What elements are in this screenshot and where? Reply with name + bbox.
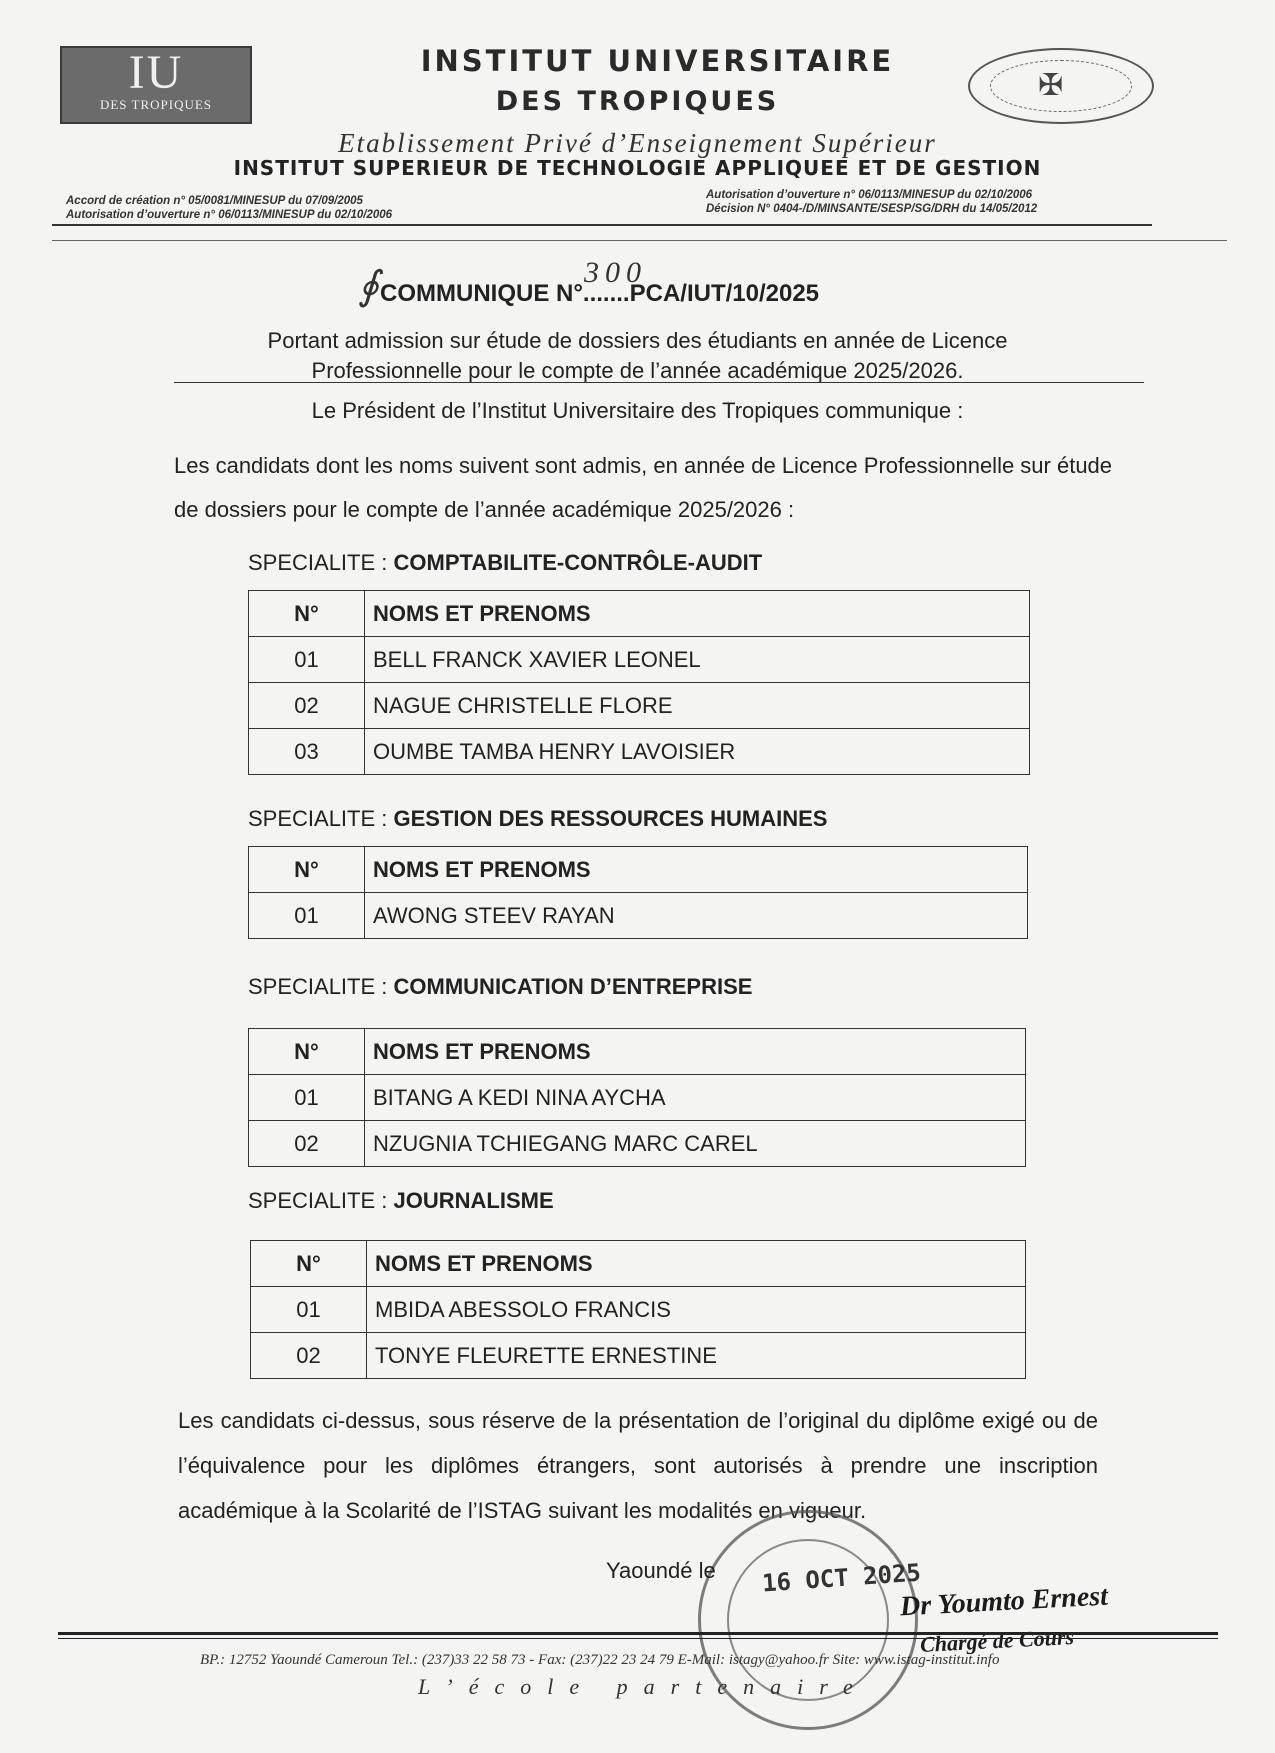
row-name: TONYE FLEURETTE ERNESTINE (367, 1333, 1026, 1379)
admitted-list-table (248, 590, 1030, 775)
admitted-list-table (250, 1240, 1026, 1379)
table-row (251, 1333, 1026, 1379)
legal-references-right (706, 188, 1037, 216)
row-name: MBIDA ABESSOLO FRANCIS (367, 1287, 1026, 1333)
row-number: 01 (249, 1075, 365, 1121)
specialty-name: COMPTABILITE-CONTRÔLE-AUDIT (393, 550, 763, 575)
specialty-label: SPECIALITE : (248, 806, 388, 831)
legal-references-left (66, 194, 392, 222)
legal-line: Décision N° 0404-/D/MINSANTE/SESP/SG/DRH du 14/05/2012 (706, 203, 1038, 215)
row-name: NAGUE CHRISTELLE FLORE (365, 683, 1030, 729)
column-header-number: N° (249, 847, 365, 893)
closing-paragraph: Les candidats ci-dessus, sous réserve de la présentation de l’original du diplôme exigé ou de l’équivalence pour les diplômes étrangers, sont autorisés à prendre une inscription académique à la Scolarité de l’ISTAG suivant les modalités en vigueur. (178, 1408, 1098, 1523)
column-header-number: N° (249, 1029, 365, 1075)
subtitle-underline (174, 382, 1144, 383)
header-divider-thin (52, 240, 1227, 241)
row-name: NZUGNIA TCHIEGANG MARC CAREL (365, 1121, 1026, 1167)
row-name: AWONG STEEV RAYAN (365, 893, 1028, 939)
specialty-label: SPECIALITE : (248, 974, 388, 999)
establishment-type: Etablissement Privé d’Enseignement Supérieur (338, 128, 937, 158)
communique-subtitle (0, 326, 1275, 386)
legal-line: Autorisation d’ouverture n° 06/0113/MINESUP du 02/10/2006 (706, 189, 1033, 201)
intro-paragraph: Les candidats dont les noms suivent sont admis, en année de Licence Professionnelle sur étude de dossiers pour le compte de l’année académique 2025/2026 : (174, 453, 1113, 522)
logo-subtext: DES TROPIQUES (99, 97, 213, 112)
row-number: 01 (251, 1287, 367, 1333)
footer-divider (58, 1632, 1218, 1635)
row-name: BITANG A KEDI NINA AYCHA (365, 1075, 1026, 1121)
admitted-list-table (248, 1028, 1026, 1167)
footer-divider-thin (58, 1638, 1218, 1639)
specialty-name: COMMUNICATION D’ENTREPRISE (393, 974, 753, 999)
table-row (249, 1075, 1026, 1121)
row-name: BELL FRANCK XAVIER LEONEL (365, 637, 1030, 683)
emblem-seal-icon: ✠ (968, 48, 1154, 124)
table-header-row (249, 847, 1028, 893)
footer-contact: BP.: 12752 Yaoundé Cameroun Tel.: (237)33 22 58 73 - Fax: (237)22 23 24 79 E-Mail: istagy@yahoo.fr Site: www.istag-institut.info (200, 1652, 1000, 1668)
specialty-label: SPECIALITE : (248, 1188, 388, 1213)
specialty-heading (248, 974, 752, 1000)
signer-title: Chargé de Cours (919, 1623, 1075, 1658)
column-header-names: NOMS ET PRENOMS (367, 1241, 1026, 1287)
legal-line: Autorisation d’ouverture n° 06/0113/MINESUP du 02/10/2006 (66, 209, 393, 221)
table-row (249, 729, 1030, 775)
table-row (249, 637, 1030, 683)
table-header-row (249, 591, 1030, 637)
specialty-name: GESTION DES RESSOURCES HUMAINES (393, 806, 828, 831)
school-name: INSTITUT SUPERIEUR DE TECHNOLOGIE APPLIQUEE ET DE GESTION (233, 156, 1042, 180)
stamp-date: 16 OCT 2025 (761, 1558, 922, 1598)
column-header-names: NOMS ET PRENOMS (365, 847, 1028, 893)
legal-line: Accord de création n° 05/0081/MINESUP du 07/09/2005 (66, 195, 363, 207)
row-number: 03 (249, 729, 365, 775)
admitted-list-table (248, 846, 1028, 939)
specialty-heading (248, 1188, 554, 1214)
institution-name-line2: DES TROPIQUES (495, 86, 780, 117)
handwritten-number: 300 (584, 256, 647, 289)
header-divider (52, 224, 1152, 226)
signer-name: Dr Youmto Ernest (899, 1580, 1109, 1623)
row-number: 02 (249, 1121, 365, 1167)
handwritten-mark: ∮ (358, 263, 379, 308)
institution-name-line1: INSTITUT UNIVERSITAIRE (420, 44, 895, 78)
communique-title: COMMUNIQUE N°.......PCA/IUT/10/2025 (380, 280, 820, 307)
specialty-heading (248, 550, 762, 576)
table-row (249, 1121, 1026, 1167)
table-header-row (251, 1241, 1026, 1287)
column-header-names: NOMS ET PRENOMS (365, 591, 1030, 637)
table-header-row (249, 1029, 1026, 1075)
footer-motto: L’école partenaire (418, 1674, 869, 1699)
column-header-number: N° (249, 591, 365, 637)
table-row (249, 683, 1030, 729)
specialty-label: SPECIALITE : (248, 550, 388, 575)
row-number: 02 (249, 683, 365, 729)
table-row (249, 893, 1028, 939)
subtitle-line: Professionnelle pour le compte de l’année académique 2025/2026. (311, 358, 964, 383)
table-row (251, 1287, 1026, 1333)
specialty-name: JOURNALISME (393, 1188, 554, 1213)
specialty-heading (248, 806, 827, 832)
subtitle-line: Portant admission sur étude de dossiers des étudiants en année de Licence (267, 328, 1008, 353)
row-name: OUMBE TAMBA HENRY LAVOISIER (365, 729, 1030, 775)
row-number: 02 (251, 1333, 367, 1379)
row-number: 01 (249, 893, 365, 939)
president-statement: Le Président de l’Institut Universitaire des Tropiques communique : (311, 398, 964, 423)
column-header-number: N° (251, 1241, 367, 1287)
column-header-names: NOMS ET PRENOMS (365, 1029, 1026, 1075)
row-number: 01 (249, 637, 365, 683)
logo-text: IU (128, 46, 184, 99)
signature-place: Yaoundé le (606, 1558, 716, 1583)
